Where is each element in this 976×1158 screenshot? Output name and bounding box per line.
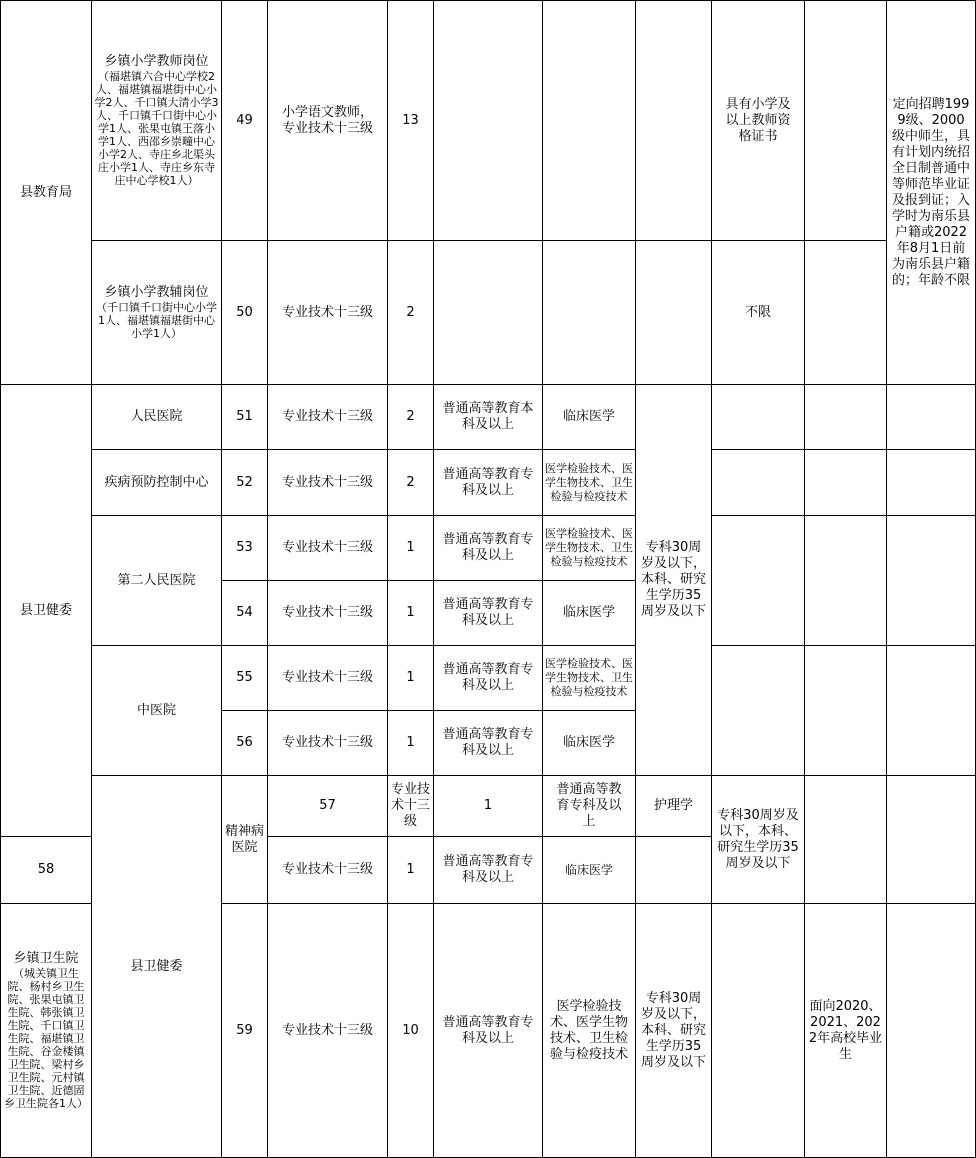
count-cell: 1: [388, 837, 434, 904]
code-cell: 53: [222, 516, 268, 581]
count-cell: 2: [388, 450, 434, 516]
note-cell: [887, 646, 976, 776]
major-cell: 临床医学: [543, 837, 636, 904]
other-cell: [805, 450, 887, 516]
unit-title: 乡镇小学教师岗位: [104, 54, 209, 69]
note-cell: [887, 385, 976, 450]
level-cell: 专业技术十三级: [268, 450, 388, 516]
qualification-cell: [712, 904, 805, 1158]
major-cell: 医学检验技术、医学生物技术、卫生检验与检疫技术: [543, 516, 636, 581]
unit-cell: [1, 904, 92, 1158]
unit-detail: （千口镇千口街中心小学1人、福堪镇福堪街中心小学1人）: [96, 301, 217, 340]
level-cell: 专业技术十三级: [268, 711, 388, 776]
table-row: [1, 646, 976, 711]
unit-title: 乡镇卫生院: [13, 951, 79, 966]
unit-cell: 精神病医院: [222, 776, 268, 904]
major-cell: 医学检验技术、医学生物技术、卫生检验与检疫技术: [543, 646, 636, 711]
other-cell: [805, 385, 887, 450]
age-cell: [636, 241, 712, 385]
table-row: [1, 516, 976, 581]
qualification-cell: 不限: [712, 241, 805, 385]
count-cell: 1: [388, 581, 434, 646]
note-cell: [887, 450, 976, 516]
code-cell: 54: [222, 581, 268, 646]
other-cell: [887, 776, 976, 904]
code-cell: 52: [222, 450, 268, 516]
edu-cell: 普通高等教育专科及以上: [434, 516, 543, 581]
edu-cell: 普通高等教育专科及以上: [434, 450, 543, 516]
unit-cell: 中医院: [92, 646, 222, 776]
level-cell: 专业技术十三级: [268, 646, 388, 711]
edu-cell: 普通高等教育专科及以上: [434, 904, 543, 1158]
code-cell: 49: [222, 1, 268, 241]
level-cell: 小学语文教师，专业技术十三级: [268, 1, 388, 241]
count-cell: 2: [388, 241, 434, 385]
dept-cell: 县卫健委: [1, 385, 92, 837]
table-row: [1, 450, 976, 516]
dept-cell: 县教育局: [1, 1, 92, 385]
unit-title: 乡镇小学教辅岗位: [104, 285, 209, 300]
other-cell: [805, 516, 887, 646]
level-cell: 专业技术十三级: [268, 904, 388, 1158]
edu-cell: [434, 1, 543, 241]
major-cell: 临床医学: [543, 711, 636, 776]
code-cell: 56: [222, 711, 268, 776]
major-cell: 医学检验技术、医学生物技术、卫生检验与检疫技术: [543, 450, 636, 516]
major-cell: 护理学: [636, 776, 712, 837]
other-cell: [805, 241, 887, 385]
edu-cell: 普通高等教育专科及以上: [434, 646, 543, 711]
level-cell: 专业技术十三级: [268, 385, 388, 450]
major-cell: 医学检验技术、医学生物技术、卫生检验与检疫技术: [543, 904, 636, 1158]
count-cell: 1: [388, 646, 434, 711]
code-cell: 57: [268, 776, 388, 837]
table-row: [1, 385, 976, 450]
qualification-cell: [805, 776, 887, 904]
note-cell: 定向招聘1999级、2000级中师生，具有计划内统招全日制普通中等师范毕业证及报到证；入学时为南乐县户籍或2022年8月1日前为南乐县户籍的；年龄不限: [887, 1, 976, 385]
age-cell: 专科30周岁及以下，本科、研究生学历35周岁及以下: [636, 385, 712, 776]
level-cell: 专业技术十三级: [388, 776, 434, 837]
unit-detail: （城关镇卫生院、杨村乡卫生院、张果屯镇卫生院、韩张镇卫生院、千口镇卫生院、福堪镇卫生院、谷金楼镇卫生院、梁村乡卫生院、元村镇卫生院、近德固乡卫生院各1人）: [4, 967, 88, 1110]
note-cell: [887, 904, 976, 1158]
count-cell: 1: [434, 776, 543, 837]
unit-cell: [92, 241, 222, 385]
code-cell: 59: [222, 904, 268, 1158]
qualification-cell: [712, 646, 805, 776]
note-cell: [887, 516, 976, 646]
qualification-cell: [712, 450, 805, 516]
table-row: [1, 1, 976, 241]
unit-detail: （福堪镇六合中心学校2人、福堪镇福堪街中心小学2人、千口镇大清小学3人、千口镇千口街中心小学1人、张果屯镇王落小学1人、西邵乡崇疃中心小学2人、寺庄乡北渠头庄小学1人、寺庄乡东寺庄中心学校1人）: [94, 70, 219, 187]
major-cell: [543, 241, 636, 385]
table-row: [1, 776, 976, 837]
count-cell: 2: [388, 385, 434, 450]
count-cell: 1: [388, 516, 434, 581]
other-cell: [805, 646, 887, 776]
age-cell: 专科30周岁及以下，本科、研究生学历35周岁及以下: [712, 776, 805, 904]
level-cell: 专业技术十三级: [268, 837, 388, 904]
edu-cell: 普通高等教育专科及以上: [543, 776, 636, 837]
dept-cell: 县卫健委: [92, 776, 222, 1158]
major-cell: 临床医学: [543, 581, 636, 646]
count-cell: 1: [388, 711, 434, 776]
level-cell: 专业技术十三级: [268, 241, 388, 385]
qualification-cell: [712, 385, 805, 450]
code-cell: 50: [222, 241, 268, 385]
other-cell: 面向2020、2021、2022年高校毕业生: [805, 904, 887, 1158]
edu-cell: 普通高等教育本科及以上: [434, 385, 543, 450]
table-row: [1, 241, 976, 385]
edu-cell: 普通高等教育专科及以上: [434, 837, 543, 904]
code-cell: 58: [1, 837, 92, 904]
unit-cell: [92, 1, 222, 241]
code-cell: 55: [222, 646, 268, 711]
edu-cell: [434, 241, 543, 385]
edu-cell: 普通高等教育专科及以上: [434, 711, 543, 776]
major-cell: [543, 1, 636, 241]
code-cell: 51: [222, 385, 268, 450]
unit-cell: 疾病预防控制中心: [92, 450, 222, 516]
age-cell: 专科30周岁及以下，本科、研究生学历35周岁及以下: [636, 904, 712, 1158]
unit-cell: 第二人民医院: [92, 516, 222, 646]
edu-cell: 普通高等教育专科及以上: [434, 581, 543, 646]
major-cell: 临床医学: [543, 385, 636, 450]
qualification-cell: 具有小学及以上教师资格证书: [712, 1, 805, 241]
level-cell: 专业技术十三级: [268, 516, 388, 581]
count-cell: 13: [388, 1, 434, 241]
qualification-cell: [712, 516, 805, 646]
age-cell: [636, 1, 712, 241]
level-cell: 专业技术十三级: [268, 581, 388, 646]
unit-cell: 人民医院: [92, 385, 222, 450]
count-cell: 10: [388, 904, 434, 1158]
other-cell: [805, 1, 887, 241]
